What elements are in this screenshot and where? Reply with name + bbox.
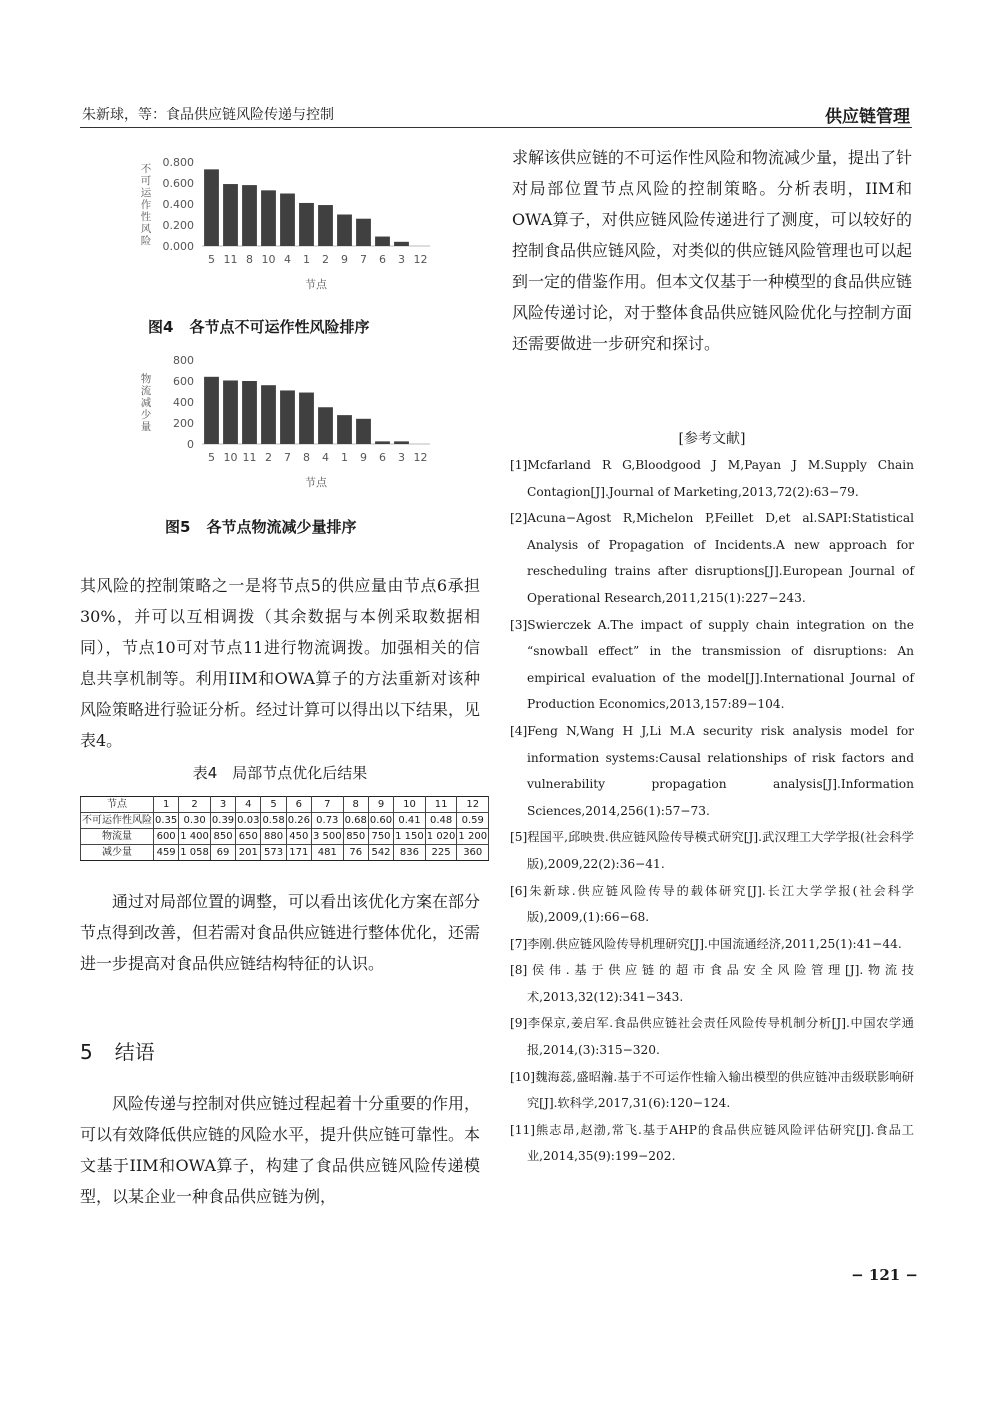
table-cell: 0.60 [368,813,393,829]
table-header-cell: 11 [425,797,457,813]
x-tick-label: 10 [223,451,238,464]
x-tick-label: 3 [398,253,405,266]
bar [356,419,371,444]
reference-item: [11]熊志昂,赵渤,常飞.基于AHP的食品供应链风险评估研究[J].食品工业,2014,35(9):199−202. [510,1122,914,1164]
table-header-cell: 1 [154,797,179,813]
figure-4-caption [148,316,369,337]
bar [280,390,295,444]
figure-4-chart [130,150,440,308]
x-tick-label: 11 [242,451,257,464]
x-axis-title: 节点 [305,476,327,489]
y-axis-title-char: 不 [140,163,152,175]
references-title: [参考文献] [678,431,746,447]
y-axis-title-char: 作 [140,199,152,211]
bar [261,190,276,246]
x-tick-label: 7 [360,253,367,266]
x-tick-label: 1 [303,253,310,266]
bar [375,237,390,246]
bar [337,415,352,444]
bar [204,377,219,444]
table-cell: 750 [368,829,393,845]
table-header-cell: 9 [368,797,393,813]
reference-item: [5]程国平,邱映贵.供应链风险传导模式研究[J].武汉理工大学学报(社会科学版),2009,22(2):36−41. [510,830,914,871]
table-cell: 0.26 [286,813,311,829]
bar [318,407,333,444]
running-header-left: 朱新球，等：食品供应链风险传递与控制 [82,107,334,123]
left-paragraph-3: 风险传递与控制对供应链过程起着十分重要的作用，可以有效降低供应链的风险水平，提升供应链可靠性。本文基于IIM和OWA算子，构建了食品供应链风险传递模型，以某企业一种食品供应链为例， [80,1094,481,1206]
references-list [510,452,914,1170]
figure-5-caption [165,516,356,537]
x-tick-label: 5 [208,253,215,266]
figure-5-chart-svg [130,348,440,506]
table-header-cell: 3 [210,797,235,813]
x-tick-label: 4 [322,451,329,464]
table-cell: 450 [286,829,311,845]
x-tick-label: 1 [341,451,348,464]
table-cell: 650 [236,829,261,845]
y-axis-title-char: 运 [140,187,152,199]
y-tick-label: 600 [173,375,194,388]
reference-item: [4]Feng N,Wang H J,Li M.A security risk analysis model for information systems:Causal relationships of risk factors and vulnerability propagation analysis[J].Information Sciences,2014,256(1):57−73. [510,723,914,818]
section-title: 结语 [114,1040,155,1064]
section-heading [80,1036,155,1065]
y-tick-label: 0.600 [162,177,194,190]
table-cell: 1 020 [425,829,457,845]
reference-item: [6]朱新球.供应链风险传导的载体研究[J].长江大学学报(社会科学版),2009,(1):66−68. [510,883,914,925]
table-cell: 0.30 [179,813,211,829]
table-cell: 481 [311,845,343,861]
figure-5-number: 图5 [165,518,191,536]
table-cell: 69 [210,845,235,861]
y-tick-label: 0.800 [162,156,194,169]
reference-item: [2]Acuna−Agost R,Michelon P,Feillet D,et al.SAPI:Statistical Analysis of Propagation of Incidents.A new approach for rescheduling trains after disruptions[J].European Journal of Operational Research,2011,215(1):227−243. [510,511,914,605]
running-header-right: 供应链管理 [825,107,910,127]
table-cell: 0.39 [210,813,235,829]
reference-item: [7]李刚.供应链风险传导机理研究[J].中国流通经济,2011,25(1):41−44. [510,936,902,951]
bar [223,380,238,444]
table-cell: 0.68 [343,813,368,829]
x-tick-label: 5 [208,451,215,464]
table-cell: 850 [343,829,368,845]
figure-5-caption-text: 各节点物流减少量排序 [206,518,357,536]
bar [280,194,295,247]
bar [204,169,219,246]
bar [242,381,257,444]
table-cell: 171 [286,845,311,861]
bar [394,441,409,444]
y-tick-label: 800 [173,354,194,367]
bar [223,184,238,246]
bar [356,219,371,246]
table-row-head: 减少量 [81,845,154,861]
section-number: 5 [80,1040,93,1064]
bar [318,205,333,246]
table-cell: 1 058 [179,845,211,861]
table-header-cell: 10 [394,797,426,813]
bar [394,242,409,246]
table-cell: 850 [210,829,235,845]
bar [337,215,352,247]
table-cell: 836 [394,845,426,861]
x-tick-label: 2 [265,451,272,464]
y-tick-label: 0.400 [162,198,194,211]
table-cell: 0.35 [154,813,179,829]
x-tick-label: 12 [413,451,428,464]
bar [299,203,314,246]
table-header-cell: 4 [236,797,261,813]
table-4 [80,796,489,861]
right-paragraph: 求解该供应链的不可运作性风险和物流减少量，提出了针对局部位置节点风险的控制策略。分析表明，IIM和OWA算子，对供应链风险传递进行了测度，可以较好的控制食品供应链风险，对类似的供应链风险管理也可以起到一定的借鉴作用。但本文仅基于一种模型的食品供应链风险传递讨论，对于整体食品供应链风险优化与控制方面还需要做进一步研究和探讨。 [512,148,913,353]
x-tick-label: 9 [360,451,367,464]
table-cell: 573 [261,845,286,861]
y-axis-title-char: 物 [140,373,152,385]
y-axis-title-char: 量 [140,421,152,433]
y-tick-label: 200 [173,417,194,430]
x-tick-label: 11 [223,253,238,266]
figure-4-number: 图4 [148,318,174,336]
table-header-cell: 2 [179,797,211,813]
y-axis-title [141,372,152,433]
y-axis-title-char: 险 [140,235,152,247]
y-axis-title [141,163,152,247]
table-header-cell: 节点 [81,797,154,813]
reference-item: [1]Mcfarland R G,Bloodgood J M,Payan J M.Supply Chain Contagion[J].Journal of Marketing,2013,72(2):63−79. [510,458,914,499]
table-cell: 0.48 [425,813,457,829]
bar [261,385,276,444]
x-tick-label: 6 [379,451,386,464]
y-tick-label: 0 [187,438,194,451]
figure-5-chart [130,348,440,506]
table-cell: 3 500 [311,829,343,845]
x-tick-label: 8 [303,451,310,464]
x-tick-label: 10 [261,253,276,266]
y-axis-title-char: 流 [140,385,152,397]
y-axis-title-char: 性 [140,211,152,223]
table-header-cell: 7 [311,797,343,813]
bar [242,185,257,246]
table-cell: 76 [343,845,368,861]
x-tick-label: 9 [341,253,348,266]
figure-4-chart-svg [130,150,440,308]
figure-4-caption-text: 各节点不可运作性风险排序 [189,318,370,336]
table-cell: 0.41 [394,813,426,829]
page-number: − 121 − [851,1266,918,1284]
y-axis-title-char: 减 [140,397,152,409]
table-4-caption: 表4 局部节点优化后结果 [192,764,368,782]
table-header-cell: 12 [457,797,489,813]
table-cell: 225 [425,845,457,861]
x-tick-label: 3 [398,451,405,464]
table-cell: 360 [457,845,489,861]
table-cell: 201 [236,845,261,861]
y-axis-title-char: 可 [140,175,152,187]
left-paragraph-2: 通过对局部位置的调整，可以看出该优化方案在部分节点得到改善，但若需对食品供应链进行整体优化，还需进一步提高对食品供应链结构特征的认识。 [80,892,481,973]
x-tick-label: 7 [284,451,291,464]
x-tick-label: 12 [413,253,428,266]
y-tick-label: 0.000 [162,240,194,253]
table-header-cell: 6 [286,797,311,813]
table-cell: 542 [368,845,393,861]
table-cell: 1 400 [179,829,211,845]
x-tick-label: 8 [246,253,253,266]
table-cell: 0.03 [236,813,261,829]
table-header-cell: 8 [343,797,368,813]
y-axis-title-char: 风 [140,223,152,235]
table-header-cell: 5 [261,797,286,813]
reference-item: [3]Swierczek A.The impact of supply chain integration on the “snowball effect” in the transmission of disruptions: An empirical evaluation of the model[J].International Journal of Production Economics,2013,157:89−104. [510,617,914,712]
bar [299,393,314,444]
x-tick-label: 2 [322,253,329,266]
x-tick-label: 4 [284,253,291,266]
y-axis-title-char: 少 [140,409,152,421]
table-row-head: 不可运作性风险 [81,813,154,829]
x-tick-label: 6 [379,253,386,266]
x-axis-title: 节点 [305,278,327,291]
table-row-head: 物流量 [81,829,154,845]
left-paragraph-1: 其风险的控制策略之一是将节点5的供应量由节点6承担30%，并可以互相调拨（其余数据与本例采取数据相同），节点10可对节点11进行物流调拨。加强相关的信息共享机制等。利用IIM和OWA算子的方法重新对该种风险策略进行验证分析。经过计算可以得出以下结果，见表4。 [80,576,481,750]
table-cell: 459 [154,845,179,861]
bar [375,441,390,444]
table-cell: 880 [261,829,286,845]
reference-item: [10]魏海蕊,盛昭瀚.基于不可运作性输入输出模型的供应链冲击级联影响研究[J].软科学,2017,31(6):120−124. [510,1069,914,1111]
table-cell: 600 [154,829,179,845]
table-cell: 0.59 [457,813,489,829]
table-cell: 1 200 [457,829,489,845]
table-cell: 0.73 [311,813,343,829]
y-tick-label: 400 [173,396,194,409]
table-cell: 1 150 [394,829,426,845]
reference-item: [9]李保京,姜启军.食品供应链社会责任风险传导机制分析[J].中国农学通报,2014,(3):315−320. [510,1016,914,1058]
table-cell: 0.58 [261,813,286,829]
header-rule [80,127,912,128]
y-tick-label: 0.200 [162,219,194,232]
reference-item: [8]侯伟.基于供应链的超市食品安全风险管理[J].物流技术,2013,32(12):341−343. [510,963,914,1004]
